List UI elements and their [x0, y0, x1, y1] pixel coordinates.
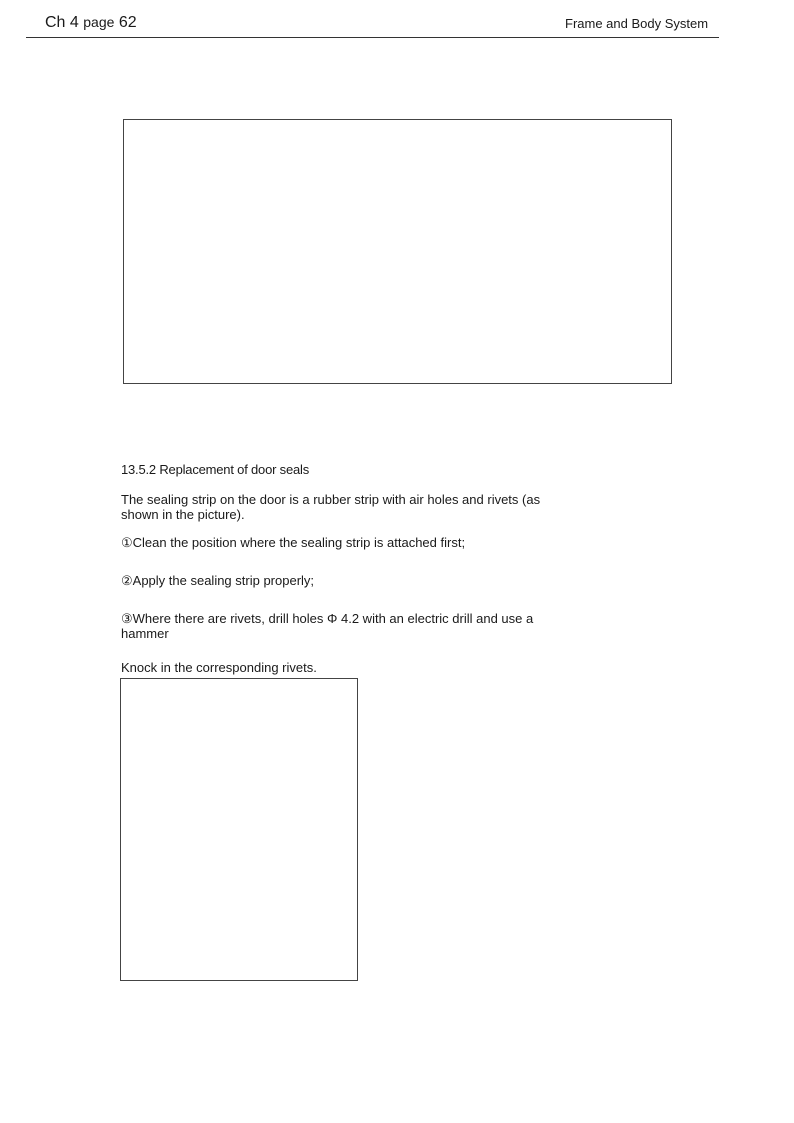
intro-line-1: The sealing strip on the door is a rubber strip with air holes and rivets (as	[121, 492, 541, 507]
page-label	[45, 14, 137, 32]
intro-paragraph	[121, 492, 563, 522]
step-3	[121, 611, 563, 641]
step-3-text-line-1: Where there are rivets, drill holes Φ 4.2 with an electric drill and use a	[132, 611, 534, 626]
intro-line-2: shown in the picture).	[121, 507, 245, 522]
chapter-label: Ch 4	[45, 14, 79, 31]
knock-instruction: Knock in the corresponding rivets.	[121, 660, 317, 675]
page-number: 62	[118, 14, 137, 31]
step-1	[121, 535, 563, 550]
header-divider	[26, 37, 719, 38]
step-3-text-line-2: hammer	[121, 626, 169, 641]
section-title: Frame and Body System	[565, 16, 709, 31]
step-1-text: Clean the position where the sealing strip is attached first;	[132, 535, 466, 550]
step-2-marker: ②	[121, 573, 133, 588]
section-heading: 13.5.2 Replacement of door seals	[121, 462, 309, 477]
figure-frame-bottom	[120, 678, 358, 981]
step-3-marker: ③	[121, 611, 133, 626]
figure-frame-top	[123, 119, 672, 384]
step-2-text: Apply the sealing strip properly;	[132, 573, 315, 588]
step-1-marker: ①	[121, 535, 133, 550]
page-word: page	[83, 14, 115, 30]
step-2	[121, 573, 563, 588]
